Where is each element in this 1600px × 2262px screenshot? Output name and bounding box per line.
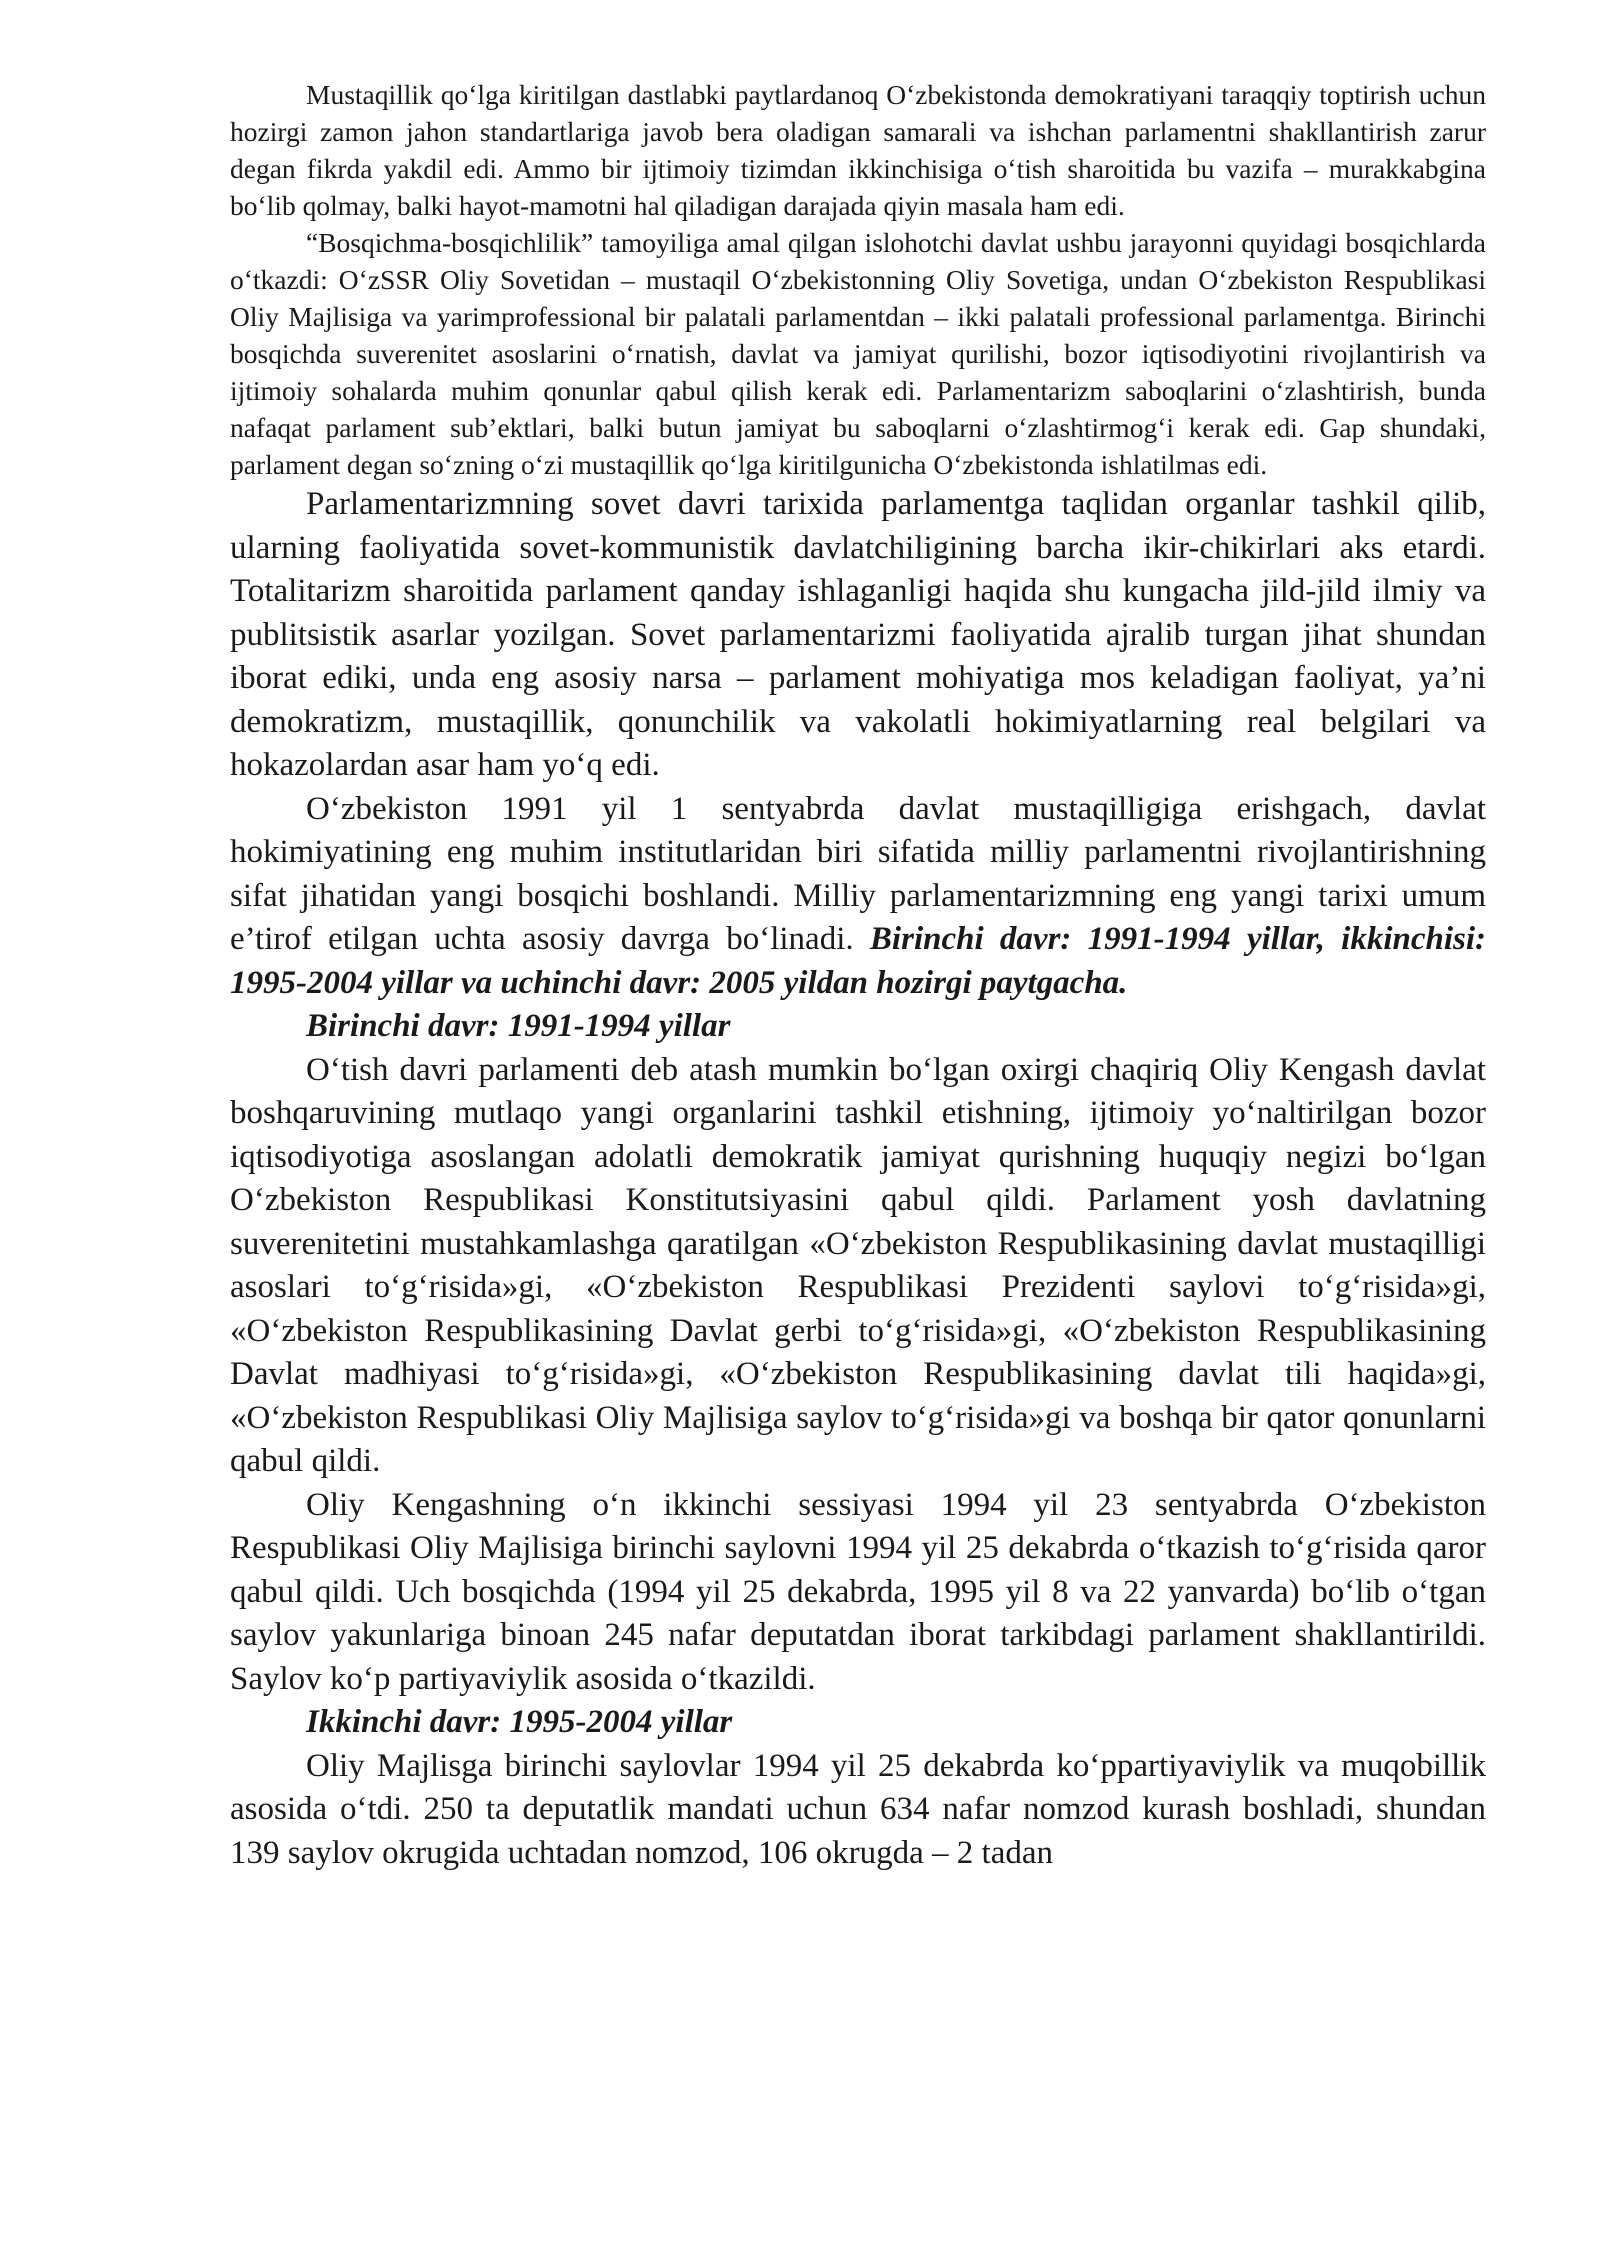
independence-text: O‘zbekiston 1991 yil 1 sentyabrda davlat mustaqilligiga erishgach, davlat hokimiyatining eng muhim institutlaridan biri sifatida milliy parlamentni rivojlantirishning sifat jihatidan yangi bosqichi boshlandi. Milliy parlamentarizmning eng yangi tarixi umum e’tirof etilgan uchta asosiy davrga bo‘linadi. [230, 790, 1486, 957]
heading-first-period: Birinchi davr: 1991-1994 yillar [306, 1008, 731, 1044]
paragraph-stages: “Bosqichma-bosqichlilik” tamoyiliga amal qilgan islohotchi davlat ushbu jarayonni quyidagi bosqichlarda o‘tkazdi: O‘zSSR Oliy Sovetidan – mustaqil O‘zbekistonning Oliy Sovetiga, undan O‘zbekiston Respublikasi Oliy Majlisiga va yarimprofessional bir palatali parlamentdan – ikki palatali professional parlamentga. Birinchi bosqichda suverenitet asoslarini o‘rnatish, davlat va jamiyat qurilishi, bozor iqtisodiyotini rivojlantirish va ijtimoiy sohalarda muhim qonunlar qabul qilish kerak edi. Parlamentarizm saboqlarini o‘zlashtirish, bunda nafaqat parlament sub’ektlari, balki butun jamiyat bu saboqlarni o‘zlashtirmog‘i kerak edi. Gap shundaki, parlament degan so‘zning o‘zi mustaqillik qo‘lga kiritilgunicha O‘zbekistonda ishlatilmas edi. [230, 227, 1486, 480]
paragraph-soviet-parliamentarism: Parlamentarizmning sovet davri tarixida parlamentga taqlidan organlar tashkil qilib, ularning faoliyatida sovet-kommunistik davlatchiligining barcha ikir-chikirlari aks etardi. Totalitarizm sharoitida parlament qanday ishlaganligi haqida shu kungacha jild-jild ilmiy va publitsistik asarlar yozilgan. Sovet parlamentarizmi faoliyatida ajralib turgan jihat shundan iborat ediki, unda eng asosiy narsa – parlament mohiyatiga mos keladigan faoliyat, ya’ni demokratizm, mustaqillik, qonunchilik va vakolatli hokimiyatlarning real belgilari va hokazolardan asar ham yo‘q edi. [230, 486, 1486, 783]
heading-second-period: Ikkinchi davr: 1995-2004 yillar [306, 1704, 733, 1740]
document-page [230, 76, 1486, 1875]
paragraph-independence [230, 788, 1486, 1006]
periods-summary: Birinchi davr: 1991-1994 yillar, ikkinchisi: 1995-2004 yillar va uchinchi davr: 2005 yildan hozirgi paytgacha. [230, 921, 1487, 1001]
paragraph-oliy-majlis-elections: Oliy Majlisga birinchi saylovlar 1994 yil 25 dekabrda ko‘ppartiyaviylik va muqobillik asosida o‘tdi. 250 ta deputatlik mandati uchun 634 nafar nomzod kurash boshladi, shundan 139 saylov okrugida uchtadan nomzod, 106 okrugda – 2 tadan [230, 1747, 1486, 1871]
paragraph-intro: Mustaqillik qo‘lga kiritilgan dastlabki paytlardanoq O‘zbekistonda demokratiyani taraqqiy toptirish uchun hozirgi zamon jahon standartlariga javob bera oladigan samarali va ishchan parlamentni shakllantirish zarur degan fikrda yakdil edi. Ammo bir ijtimoiy tizimdan ikkinchisiga o‘tish sharoitida bu vazifa – murakkabgina bo‘lib qolmay, balki hayot-mamotni hal qiladigan darajada qiyin masala ham edi. [230, 79, 1486, 221]
paragraph-transition-parliament: O‘tish davri parlamenti deb atash mumkin bo‘lgan oxirgi chaqiriq Oliy Kengash davlat boshqaruvining mutlaqo yangi organlarini tashkil etishning, ijtimoiy yo‘naltirilgan bozor iqtisodiyotiga asoslangan adolatli demokratik jamiyat qurishning huquqiy negizi bo‘lgan O‘zbekiston Respublikasi Konstitutsiyasini qabul qildi. Parlament yosh davlatning suverenitetini mustahkamlashga qaratilgan «O‘zbekiston Respublikasining davlat mustaqilligi asoslari to‘g‘risida»gi, «O‘zbekiston Respublikasi Prezidenti saylovi to‘g‘risida»gi, «O‘zbekiston Respublikasining Davlat gerbi to‘g‘risida»gi, «O‘zbekiston Respublikasining Davlat madhiyasi to‘g‘risida»gi, «O‘zbekiston Respublikasining davlat tili haqida»gi, «O‘zbekiston Respublikasi Oliy Majlisiga saylov to‘g‘risida»gi va boshqa bir qator qonunlarni qabul qildi. [230, 1051, 1486, 1479]
paragraph-first-election: Oliy Kengashning o‘n ikkinchi sessiyasi 1994 yil 23 sentyabrda O‘zbekiston Respublikasi Oliy Majlisiga birinchi saylovni 1994 yil 25 dekabrda o‘tkazish to‘g‘risida qaror qabul qildi. Uch bosqichda (1994 yil 25 dekabrda, 1995 yil 8 va 22 yanvarda) bo‘lib o‘tgan saylov yakunlariga binoan 245 nafar deputatdan iborat tarkibdagi parlament shakllantirildi. Saylov ko‘p partiyaviylik asosida o‘tkazildi. [230, 1486, 1486, 1697]
